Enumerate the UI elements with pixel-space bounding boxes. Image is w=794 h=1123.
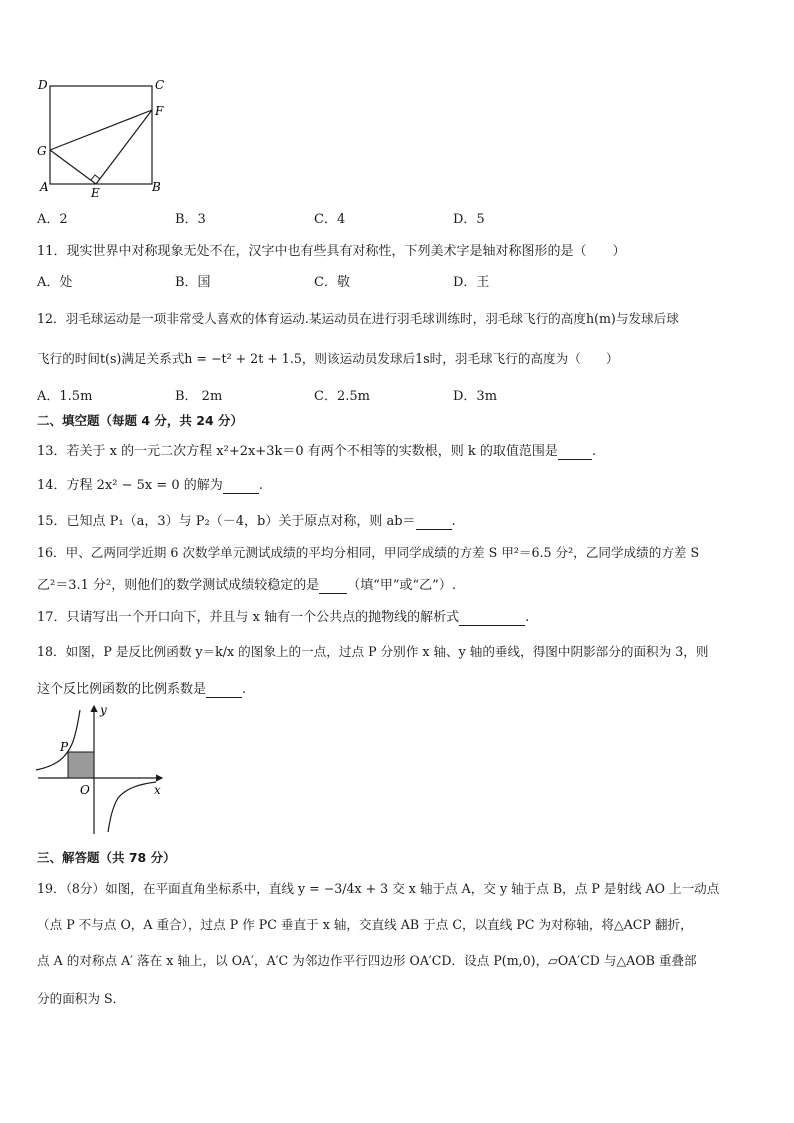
q19-line3: 点 A 的对称点 A′ 落在 x 轴上，以 OA′，A′C 为邻边作平行四边形 OA′CD．设点 P(m,0)，▱OA′CD 与△AOB 重叠部 bbox=[37, 953, 697, 968]
q13-text: 13．若关于 x 的一元二次方程 x²+2x+3k＝0 有两个不相等的实数根，则 k 的取值范围是 . bbox=[37, 444, 597, 459]
label-g: G bbox=[37, 144, 47, 158]
q16-answer-blank[interactable] bbox=[319, 578, 347, 594]
hyperbola-branch-right bbox=[108, 782, 156, 832]
q12-option-d[interactable]: D．3m bbox=[453, 389, 498, 404]
q14-answer-blank[interactable] bbox=[223, 478, 259, 494]
q12-option-c[interactable]: C．2.5m bbox=[314, 389, 370, 404]
q19-line1: 19．（8分）如图，在平面直角坐标系中，直线 y = −3/4x + 3 交 x 轴于点 A，交 y 轴于点 B，点 P 是射线 AO 上一动点 bbox=[37, 881, 720, 896]
q16-stem: 乙²＝3.1 分²，则他们的数学测试成绩较稳定的是 bbox=[37, 578, 320, 593]
q12-line1: 12．羽毛球运动是一项非常受人喜欢的体育运动.某运动员在进行羽毛球训练时，羽毛球飞行的高度h(m)与发球后球 bbox=[37, 311, 679, 326]
q18-stem: 这个反比例函数的比例系数是 bbox=[37, 682, 207, 697]
q18-line1: 18．如图，P 是反比例函数 y＝k/x 的图象上的一点，过点 P 分别作 x 轴、y 轴的垂线，得图中阴影部分的面积为 3，则 bbox=[37, 644, 709, 659]
label-x: x bbox=[154, 783, 161, 797]
segment-ge bbox=[50, 150, 96, 184]
q12-line2: 飞行的时间t(s)满足关系式h = −t² + 2t + 1.5，则该运动员发球后1s时，羽毛球飞行的高度为（ ） bbox=[37, 351, 619, 366]
q19-line2: （点 P 不与点 O，A 重合），过点 P 作 PC 垂直于 x 轴，交直线 AB 于点 C，以直线 PC 为对称轴，将△ACP 翻折， bbox=[37, 917, 693, 932]
q10-option-a[interactable]: A．2 bbox=[37, 212, 68, 227]
q16-hint: （填“甲”或“乙”）. bbox=[347, 578, 456, 593]
q15-answer-blank[interactable] bbox=[416, 514, 452, 530]
q16-line1: 16．甲、乙两同学近期 6 次数学单元测试成绩的平均分相同，甲同学成绩的方差 S 甲²＝6.5 分²，乙同学成绩的方差 S bbox=[37, 545, 700, 560]
section-solutions-title: 三、解答题（共 78 分） bbox=[37, 850, 176, 865]
q11-option-a[interactable]: A．处 bbox=[37, 275, 73, 290]
q11-option-c[interactable]: C．敬 bbox=[314, 275, 350, 290]
q17-answer-blank[interactable] bbox=[459, 610, 525, 626]
q12-option-b[interactable]: B． 2m bbox=[175, 389, 223, 404]
q14-text: 14．方程 2x² − 5x = 0 的解为 . bbox=[37, 478, 263, 493]
q17-text: 17．只请写出一个开口向下，并且与 x 轴有一个公共点的抛物线的解析式 . bbox=[37, 610, 530, 625]
q12-option-a[interactable]: A．1.5m bbox=[37, 389, 93, 404]
q18-line2: 这个反比例函数的比例系数是 . bbox=[37, 682, 247, 697]
label-p: P bbox=[60, 740, 69, 754]
q11-option-b[interactable]: B．国 bbox=[175, 275, 211, 290]
label-d: D bbox=[38, 78, 48, 92]
q10-option-d[interactable]: D．5 bbox=[453, 212, 485, 227]
q13-stem: 13．若关于 x 的一元二次方程 x²+2x+3k＝0 有两个不相等的实数根，则 k 的取值范围是 bbox=[37, 444, 558, 459]
q10-option-c[interactable]: C．4 bbox=[314, 212, 346, 227]
section-fill-in-title: 二、填空题（每题 4 分，共 24 分） bbox=[37, 413, 244, 428]
q10-option-b[interactable]: B．3 bbox=[175, 212, 206, 227]
label-e: E bbox=[91, 186, 100, 200]
label-o: O bbox=[80, 783, 90, 797]
label-f: F bbox=[155, 104, 164, 118]
q15-stem: 15．已知点 P₁（a，3）与 P₂（－4，b）关于原点对称，则 ab＝ bbox=[37, 514, 416, 529]
q15-text: 15．已知点 P₁（a，3）与 P₂（－4，b）关于原点对称，则 ab＝ . bbox=[37, 514, 456, 529]
q17-stem: 17．只请写出一个开口向下，并且与 x 轴有一个公共点的抛物线的解析式 bbox=[37, 610, 460, 625]
label-a: A bbox=[40, 180, 49, 194]
label-b: B bbox=[152, 180, 161, 194]
q18-answer-blank[interactable] bbox=[206, 682, 242, 698]
shaded-rectangle bbox=[68, 752, 94, 778]
square-abcd bbox=[50, 86, 152, 184]
label-y: y bbox=[100, 703, 107, 717]
q11-text: 11．现实世界中对称现象无处不在，汉字中也有些具有对称性，下列美术字是轴对称图形的是（ ） bbox=[37, 244, 626, 259]
label-c: C bbox=[155, 78, 165, 92]
q19-line4: 分的面积为 S． bbox=[37, 991, 126, 1006]
square-figure bbox=[32, 74, 172, 202]
q16-line2 bbox=[37, 574, 456, 594]
hyperbola-figure bbox=[32, 700, 172, 840]
right-angle-mark bbox=[91, 175, 100, 180]
q11-option-d[interactable]: D．王 bbox=[453, 275, 490, 290]
q14-stem: 14．方程 2x² − 5x = 0 的解为 bbox=[37, 478, 223, 493]
q13-answer-blank[interactable] bbox=[558, 444, 592, 460]
